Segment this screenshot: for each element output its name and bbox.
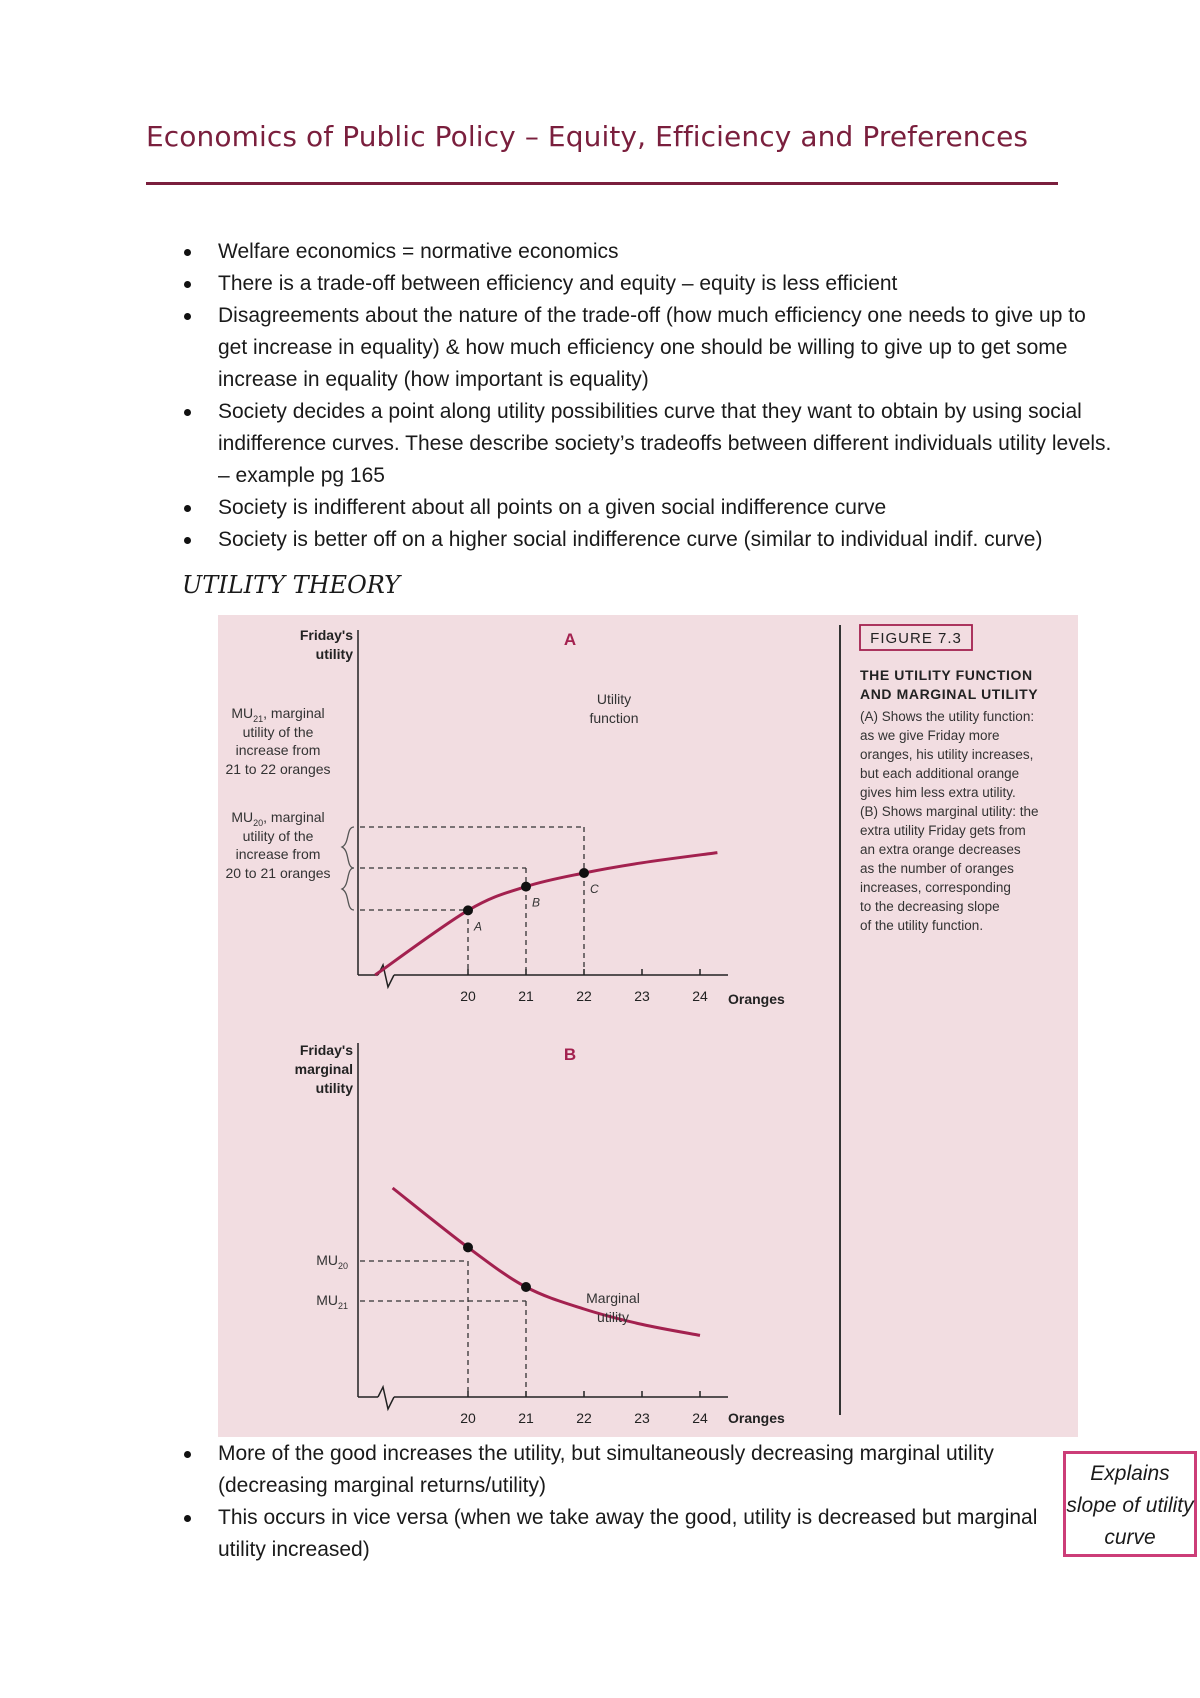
bullet-icon: [184, 409, 191, 416]
caption-line: increases, corresponding: [860, 880, 1011, 895]
marginal-utility-curve: [393, 1188, 700, 1335]
series-label-utility-line2: function: [589, 710, 639, 726]
guides-b: [360, 1261, 526, 1395]
svg-text:20 to 21 oranges: 20 to 21 oranges: [225, 865, 331, 881]
caption-line: as we give Friday more: [860, 728, 1000, 743]
x-tick-label: 20: [460, 1410, 476, 1426]
series-label-marginal-line1: Marginal: [586, 1290, 640, 1306]
x-tick-label: 24: [692, 1410, 708, 1426]
annotation-mu21: [225, 705, 330, 777]
brace-mu20-icon: [342, 868, 354, 910]
y-tick-mu20: $MU_{20}$: [316, 1252, 348, 1271]
caption-line: an extra orange decreases: [860, 842, 1021, 857]
caption-body: [860, 709, 1039, 933]
bullet-icon: [184, 1515, 191, 1522]
y-axis-label-b-line2: marginal: [294, 1061, 353, 1077]
caption-line: oranges, his utility increases,: [860, 747, 1034, 762]
list-item: Disagreements about the nature of the trade-off (how much efficiency one needs to give up to get increase in equality) & how much efficiency one should be willing to give up to get some increase in equality (how important is equality): [0, 300, 1118, 396]
svg-text:increase from: increase from: [235, 846, 321, 862]
point-label: B: [532, 895, 541, 910]
figure-label: FIGURE 7.3: [870, 630, 962, 647]
data-point: [521, 1282, 531, 1292]
x-tick-label: 23: [634, 988, 650, 1004]
list-item: This occurs in vice versa (when we take away the good, utility is decreased but marginal utility increased): [0, 1502, 1058, 1566]
x-tick-label: 20: [460, 988, 476, 1004]
figure-svg: [218, 615, 1078, 1437]
utility-function-curve: [375, 853, 717, 975]
bottom-bullet-list: [0, 1438, 1058, 1566]
bullet-icon: [184, 281, 191, 288]
point-label: A: [474, 919, 483, 934]
list-item: More of the good increases the utility, but simultaneously decreasing marginal utility (decreasing marginal returns/utility): [0, 1438, 1058, 1502]
y-axis-label-b-line3: utility: [315, 1080, 353, 1096]
bullet-icon: [184, 313, 191, 320]
axis-break-icon: [378, 1387, 394, 1409]
section-heading: UTILITY THEORY: [182, 571, 400, 599]
annotation-mu20: [225, 809, 330, 881]
data-point: [463, 905, 473, 915]
svg-text:increase from: increase from: [235, 742, 321, 758]
caption-line: gives him less extra utility.: [860, 785, 1016, 800]
caption-line: to the decreasing slope: [860, 899, 1000, 914]
data-point: [463, 1242, 473, 1252]
x-tick-label: 21: [518, 1410, 534, 1426]
list-item: Society decides a point along utility possibilities curve that they want to obtain by using social indifference curves. These describe society’s tradeoffs between different individuals utility levels. – example pg 165: [0, 396, 1118, 492]
data-point: [579, 868, 589, 878]
bullet-icon: [184, 505, 191, 512]
panel-label-b: B: [563, 1045, 577, 1064]
bullet-icon: [184, 537, 191, 544]
x-axis-label-b: Oranges: [728, 1410, 785, 1426]
page-title: Economics of Public Policy – Equity, Efficiency and Preferences: [146, 120, 1029, 153]
svg-text:MU21, marginal: $MU_{21}$, marginal: [231, 705, 325, 724]
y-axis-label-a-line2: utility: [315, 646, 353, 662]
top-bullet-list: [0, 236, 1118, 556]
bullet-icon: [184, 249, 191, 256]
guides-a: [360, 827, 584, 973]
y-axis-label-a-line1: Friday's: [299, 627, 353, 643]
caption-line: (A) Shows the utility function:: [860, 709, 1035, 724]
x-tick-label: 22: [576, 1410, 592, 1426]
x-tick-label: 22: [576, 988, 592, 1004]
svg-text:21 to 22 oranges: 21 to 22 oranges: [225, 761, 331, 777]
side-note-comment: Explains slope of utility curve: [1063, 1451, 1197, 1557]
y-axis-label-b-line1: Friday's: [299, 1042, 353, 1058]
data-point: [521, 882, 531, 892]
list-item: There is a trade-off between efficiency and equity – equity is less efficient: [0, 268, 1118, 300]
list-item: Society is better off on a higher social indifference curve (similar to individual indif. curve): [0, 524, 1118, 556]
brace-mu21-icon: [342, 827, 354, 868]
caption-line: as the number of oranges: [860, 861, 1014, 876]
figure-7-3: [218, 615, 1078, 1437]
svg-text:utility of the: utility of the: [242, 724, 314, 740]
caption-line: extra utility Friday gets from: [860, 823, 1026, 838]
caption-line: (B) Shows marginal utility: the: [860, 804, 1039, 819]
title-rule: [146, 182, 1058, 185]
svg-text:MU20, marginal: $MU_{20}$, marginal: [231, 809, 325, 828]
series-label-utility-line1: Utility: [596, 691, 632, 707]
caption-line: but each additional orange: [860, 766, 1020, 781]
x-axis-label-a: Oranges: [728, 991, 785, 1007]
bullet-icon: [184, 1451, 191, 1458]
y-tick-mu21: $MU_{21}$: [316, 1292, 348, 1311]
x-tick-label: 21: [518, 988, 534, 1004]
panel-label-a: A: [563, 630, 577, 649]
caption-title-line1: THE UTILITY FUNCTION: [860, 667, 1033, 683]
caption-title-line2: AND MARGINAL UTILITY: [860, 686, 1039, 702]
x-tick-label: 23: [634, 1410, 650, 1426]
list-item: Welfare economics = normative economics: [0, 236, 1118, 268]
caption-line: of the utility function.: [860, 918, 984, 933]
svg-text:utility of the: utility of the: [242, 828, 314, 844]
list-item: Society is indifferent about all points on a given social indifference curve: [0, 492, 1118, 524]
x-tick-label: 24: [692, 988, 708, 1004]
series-label-marginal-line2: utility: [597, 1309, 629, 1325]
point-label: C: [590, 882, 599, 896]
